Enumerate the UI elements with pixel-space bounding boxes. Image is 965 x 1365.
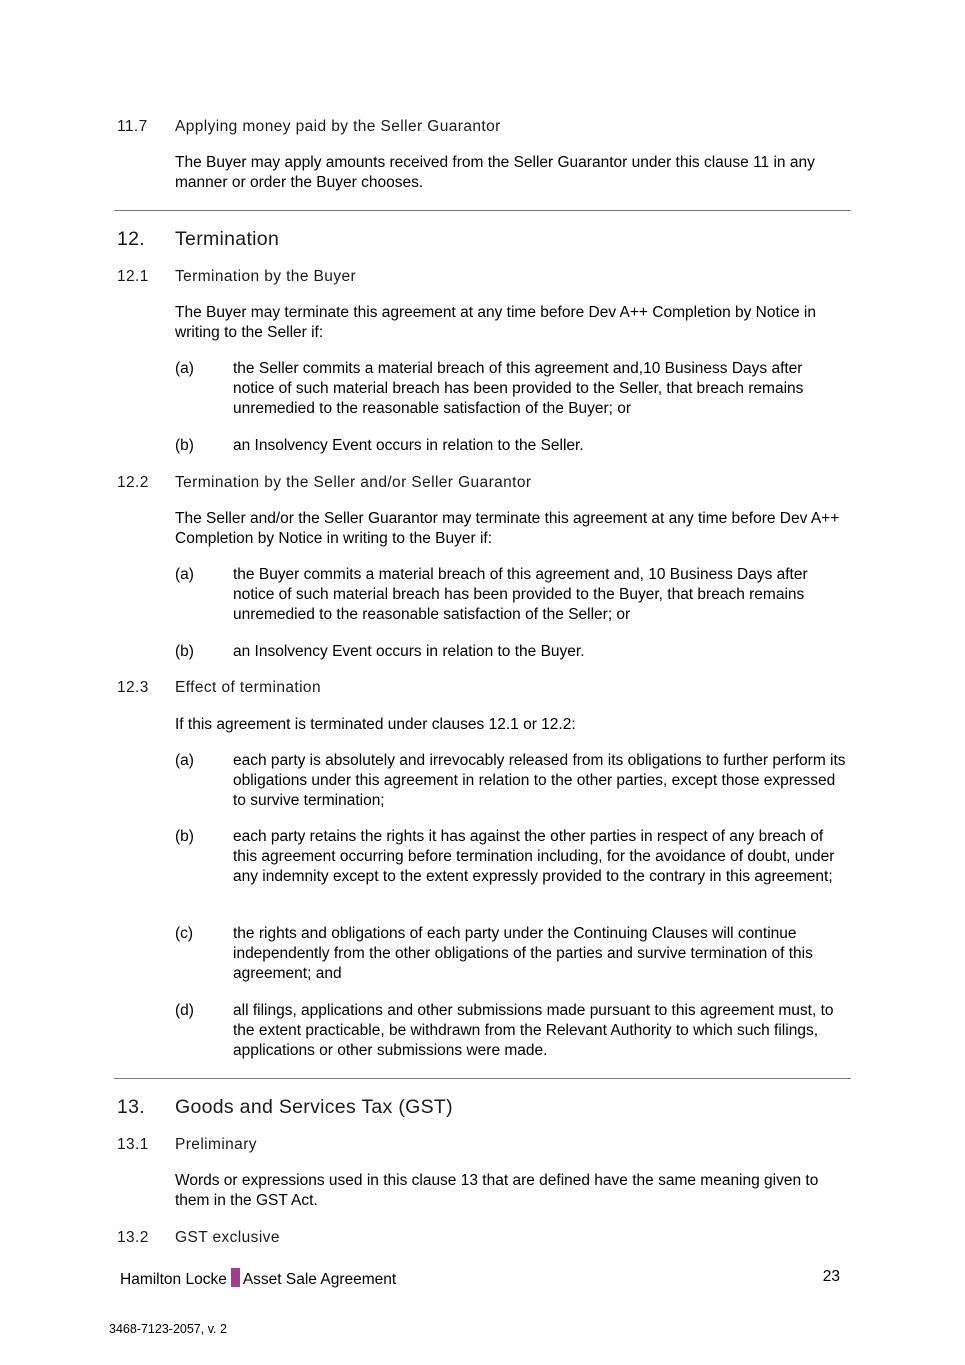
section-title: Termination [175, 228, 280, 250]
document-title: Asset Sale Agreement [242, 1271, 397, 1288]
list-item [175, 924, 855, 985]
page-number: 23 [822, 1268, 840, 1285]
item-label: (c) [175, 925, 194, 942]
clause-paragraph: The Seller and/or the Seller Guarantor may terminate this agreement at any time before Dev A++ Completion by Notice in writing to the Buyer if: [175, 510, 840, 548]
clause-title: Applying money paid by the Seller Guarantor [175, 118, 501, 135]
clause-title: Preliminary [175, 1136, 257, 1153]
clause-number: 12.3 [117, 679, 149, 696]
item-text: an Insolvency Event occurs in relation to the Seller. [233, 437, 584, 454]
item-label: (b) [175, 643, 194, 660]
clause-paragraph: If this agreement is terminated under clauses 12.1 or 12.2: [175, 716, 576, 733]
list-item [175, 565, 855, 626]
item-text: the rights and obligations of each party under the Continuing Clauses will continue independently from the other obligations of the parties and survive termination of this agreement; and [233, 925, 813, 983]
section-divider [114, 210, 851, 211]
section-number: 12. [117, 228, 146, 250]
item-label: (a) [175, 566, 194, 583]
clause-number: 13.1 [117, 1136, 149, 1153]
list-item [175, 359, 855, 420]
item-text: the Buyer commits a material breach of this agreement and, 10 Business Days after notice of such material breach has been provided to the Buyer, that breach remains unremedied to the reasonable satisfaction of the Seller; or [233, 566, 808, 624]
list-item [175, 436, 855, 456]
item-label: (a) [175, 360, 194, 377]
list-item [175, 751, 855, 812]
item-label: (b) [175, 828, 194, 845]
section-number: 13. [117, 1096, 146, 1118]
item-label: (b) [175, 437, 194, 454]
firm-name: Hamilton Locke [120, 1271, 227, 1288]
clause-title: Effect of termination [175, 679, 321, 696]
item-text: each party is absolutely and irrevocably released from its obligations to further perform its obligations under this agreement in relation to the other parties, except those expressed to survive termination; [233, 752, 846, 810]
clause-paragraph: The Buyer may terminate this agreement at any time before Dev A++ Completion by Notice in writing to the Seller if: [175, 304, 816, 342]
clause-number: 12.1 [117, 268, 149, 285]
clause-paragraph: Words or expressions used in this clause 13 that are defined have the same meaning given to them in the GST Act. [175, 1172, 819, 1210]
footer-brand [120, 1268, 396, 1289]
clause-title: GST exclusive [175, 1229, 280, 1246]
list-item [175, 642, 855, 662]
clause-title: Termination by the Buyer [175, 268, 357, 285]
clause-number: 11.7 [117, 118, 148, 135]
item-text: the Seller commits a material breach of this agreement and,10 Business Days after notice of such material breach has been provided to the Seller, that breach remains unremedied to the reasonable satisfaction of the Buyer; or [233, 360, 804, 418]
list-item [175, 827, 855, 888]
clause-paragraph: The Buyer may apply amounts received from the Seller Guarantor under this clause 11 in any manner or order the Buyer chooses. [175, 154, 815, 192]
section-title: Goods and Services Tax (GST) [175, 1096, 453, 1118]
item-label: (d) [175, 1002, 194, 1019]
section-divider [114, 1078, 851, 1079]
list-item [175, 1001, 855, 1062]
document-id: 3468-7123-2057, v. 2 [109, 1322, 227, 1336]
clause-title: Termination by the Seller and/or Seller Guarantor [175, 474, 532, 491]
item-text: an Insolvency Event occurs in relation to the Buyer. [233, 643, 585, 660]
clause-number: 12.2 [117, 474, 149, 491]
item-text: each party retains the rights it has against the other parties in respect of any breach of this agreement occurring before termination including, for the avoidance of doubt, under any indemnity except to the extent expressly provided to the contrary in this agreement; [233, 828, 835, 886]
item-text: all filings, applications and other submissions made pursuant to this agreement must, to the extent practicable, be withdrawn from the Relevant Authority to which such filings, applications or other submissions were made. [233, 1002, 834, 1060]
brand-bar [231, 1268, 240, 1287]
clause-number: 13.2 [117, 1229, 149, 1246]
item-label: (a) [175, 752, 194, 769]
